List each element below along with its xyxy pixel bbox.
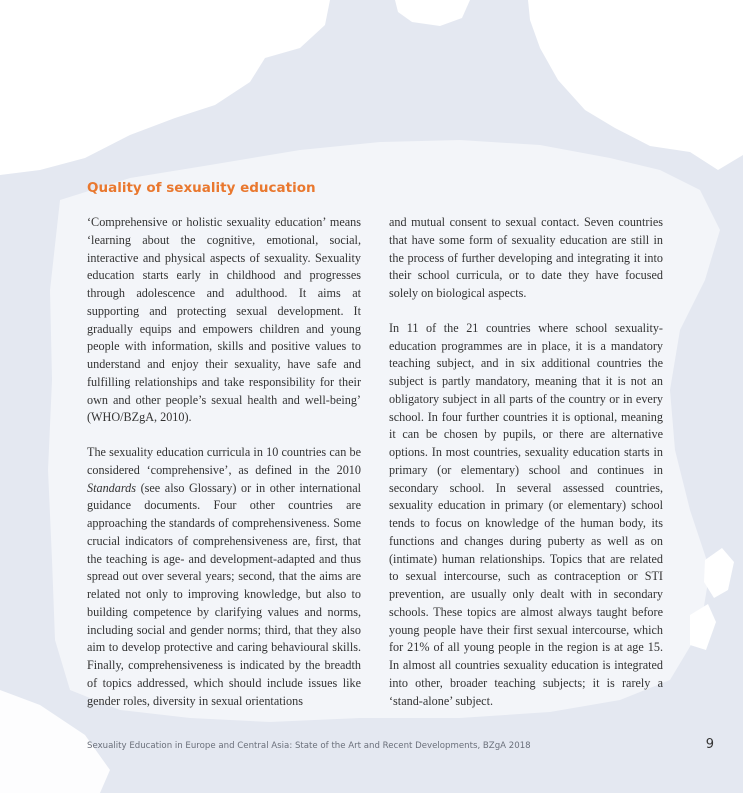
right-paragraph-2: In 11 of the 21 countries where school sexuality-education programmes are in place, it is a mandatory teaching subject, and in six additional countries the subject is partly mandatory, meaning that it is not an obligatory subject in all parts of the country or in every school. In four further countries it is optional, meaning it can be chosen by pupils, or there are alternative options. In most countries, sexuality education starts in primary (or elementary) school and continues in secondary school. In several assessed countries, sexuality education in primary (or elementary) school tends to focus on knowledge of the human body, its functions and changes during puberty as well as on (intimate) human relationships. Topics that are related to sexual intercourse, such as contraception or STI prevention, are usually only dealt with in secondary schools. These topics are almost always taught before young people have their first sexual intercourse, which for 21% of all young people in the region is at age 15. In almost all countries sexuality education is integrated into other, broader teaching subjects; it is rarely a ‘stand-alone’ subject. xyxy=(389,320,663,708)
left-column xyxy=(87,214,361,727)
page-number: 9 xyxy=(705,737,714,752)
left-paragraph-1: ‘Comprehensive or holistic sexuality education’ means ‘learning about the cognitive, emotional, social, interactive and physical aspects of sexuality. Sexuality education starts early in childhood and progresses through adolescence and adulthood. It aims at supporting and protecting sexual development. It gradually equips and empowers children and young people with information, skills and positive values to understand and enjoy their sexuality, have safe and fulfilling relationships and take responsibility for their own and other people’s sexual health and well-being’ (WHO/BZgA, 2010). xyxy=(87,215,361,425)
standards-italic: Standards xyxy=(87,480,136,495)
right-column xyxy=(389,214,663,727)
section-title: Quality of sexuality education xyxy=(87,180,316,196)
left-paragraph-2 xyxy=(87,444,361,710)
right-paragraph-1: and mutual consent to sexual contact. Seven countries that have some form of sexuality education are still in the process of further developing and integrating it into their school curricula, or to date they have focused solely on biological aspects. xyxy=(389,215,663,300)
footer-citation: Sexuality Education in Europe and Central Asia: State of the Art and Recent Developments, BZgA 2018 xyxy=(87,741,531,751)
left-paragraph-2-text-start: The sexuality education curricula in 10 countries can be considered ‘comprehensive’, as defined in the 2010 xyxy=(87,445,361,477)
left-paragraph-2-text-end: (see also Glossary) or in other international guidance documents. Four other countries are approaching the standards of comprehensiveness. Some crucial indicators of comprehensiveness are, first, that the teaching is age- and development-adapted and thus spread out over several years; second, that the aims are related not only to improving knowledge, but also to building competence by clarifying values and norms, including social and gender norms; third, that they also aim to develop protective and caring behavioural skills. Finally, comprehensiveness is indicated by the breadth of topics addressed, which should include issues like gender roles, diversity in sexual orientations xyxy=(87,480,361,708)
